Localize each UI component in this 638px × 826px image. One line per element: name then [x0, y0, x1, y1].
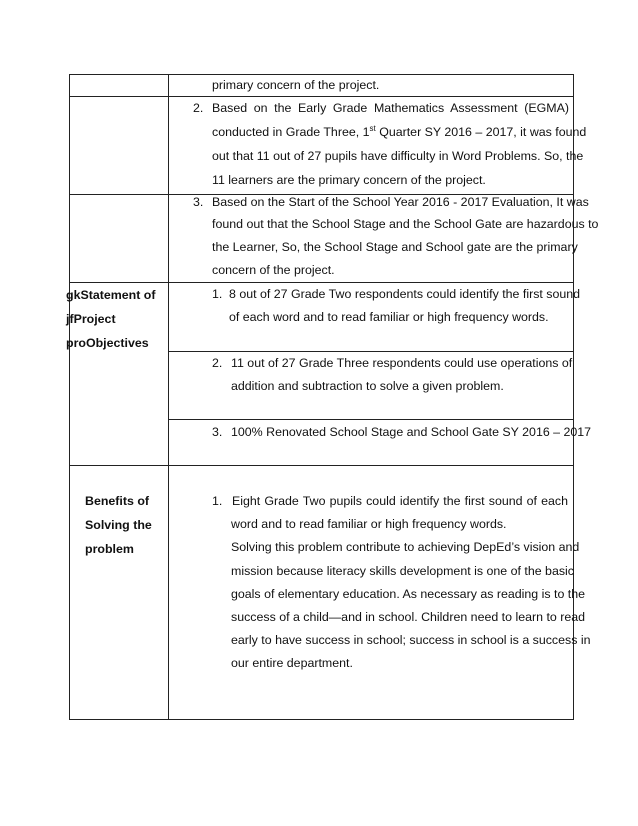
- table-border-top: [69, 74, 574, 75]
- row-heading-line: Solving the: [85, 518, 152, 532]
- list-number: 1.: [212, 494, 223, 508]
- paragraph-line: found out that the School Stage and the School Gate are hazardous to: [212, 217, 599, 231]
- row-heading-line: Benefits of: [85, 494, 150, 508]
- paragraph-line: 11 learners are the primary concern of the project.: [212, 173, 486, 187]
- paragraph-line: conducted in Grade Three, 1st Quarter SY 2016 – 2017, it was found: [212, 123, 587, 139]
- paragraph-line: out that 11 out of 27 pupils have difficulty in Word Problems. So, the: [212, 149, 584, 163]
- list-number: 2.: [212, 356, 223, 370]
- row-divider: [69, 465, 574, 466]
- table-border-left: [69, 74, 70, 720]
- list-number: 3.: [212, 425, 223, 439]
- paragraph-line: our entire department.: [231, 656, 353, 670]
- paragraph-line: early to have success in school; success in school is a success in: [231, 633, 591, 647]
- list-number: 1.: [212, 287, 223, 301]
- row-heading-line: proObjectives: [66, 336, 149, 350]
- paragraph-line: success of a child—and in school. Children need to learn to read: [231, 610, 586, 624]
- paragraph-line: Solving this problem contribute to achieving DepEd’s vision and: [231, 540, 580, 554]
- paragraph-line: primary concern of the project.: [212, 78, 380, 92]
- paragraph-line: concern of the project.: [212, 263, 335, 277]
- paragraph-line: 100% Renovated School Stage and School Gate SY 2016 – 2017: [231, 425, 592, 439]
- row-divider: [69, 282, 574, 283]
- list-number: 2.: [193, 101, 204, 115]
- paragraph-line: word and to read familiar or high frequency words.: [231, 517, 507, 531]
- objective-divider: [168, 351, 574, 352]
- paragraph-line: of each word and to read familiar or high frequency words.: [229, 310, 549, 324]
- row-heading-line: gkStatement of: [66, 288, 156, 302]
- row-divider: [69, 96, 574, 97]
- paragraph-line: 8 out of 27 Grade Two respondents could identify the first sound: [229, 287, 581, 301]
- row-heading-line: jfProject: [66, 312, 116, 326]
- paragraph-line: Eight Grade Two pupils could identify the first sound of each: [232, 494, 568, 508]
- table-border-bottom: [69, 719, 574, 720]
- paragraph-line: 11 out of 27 Grade Three respondents could use operations of: [231, 356, 573, 370]
- row-heading-line: problem: [85, 542, 134, 556]
- paragraph-line: mission because literacy skills development is one of the basic: [231, 564, 574, 578]
- column-divider: [168, 74, 169, 720]
- objective-divider: [168, 419, 574, 420]
- paragraph-line: the Learner, So, the School Stage and School gate are the primary: [212, 240, 578, 254]
- paragraph-line: addition and subtraction to solve a given problem.: [231, 379, 504, 393]
- list-number: 3.: [193, 195, 204, 209]
- paragraph-line: goals of elementary education. As necessary as reading is to the: [231, 587, 586, 601]
- paragraph-line: Based on the Start of the School Year 2016 - 2017 Evaluation, It was: [212, 195, 589, 209]
- paragraph-line: Based on the Early Grade Mathematics Assessment (EGMA): [212, 101, 569, 115]
